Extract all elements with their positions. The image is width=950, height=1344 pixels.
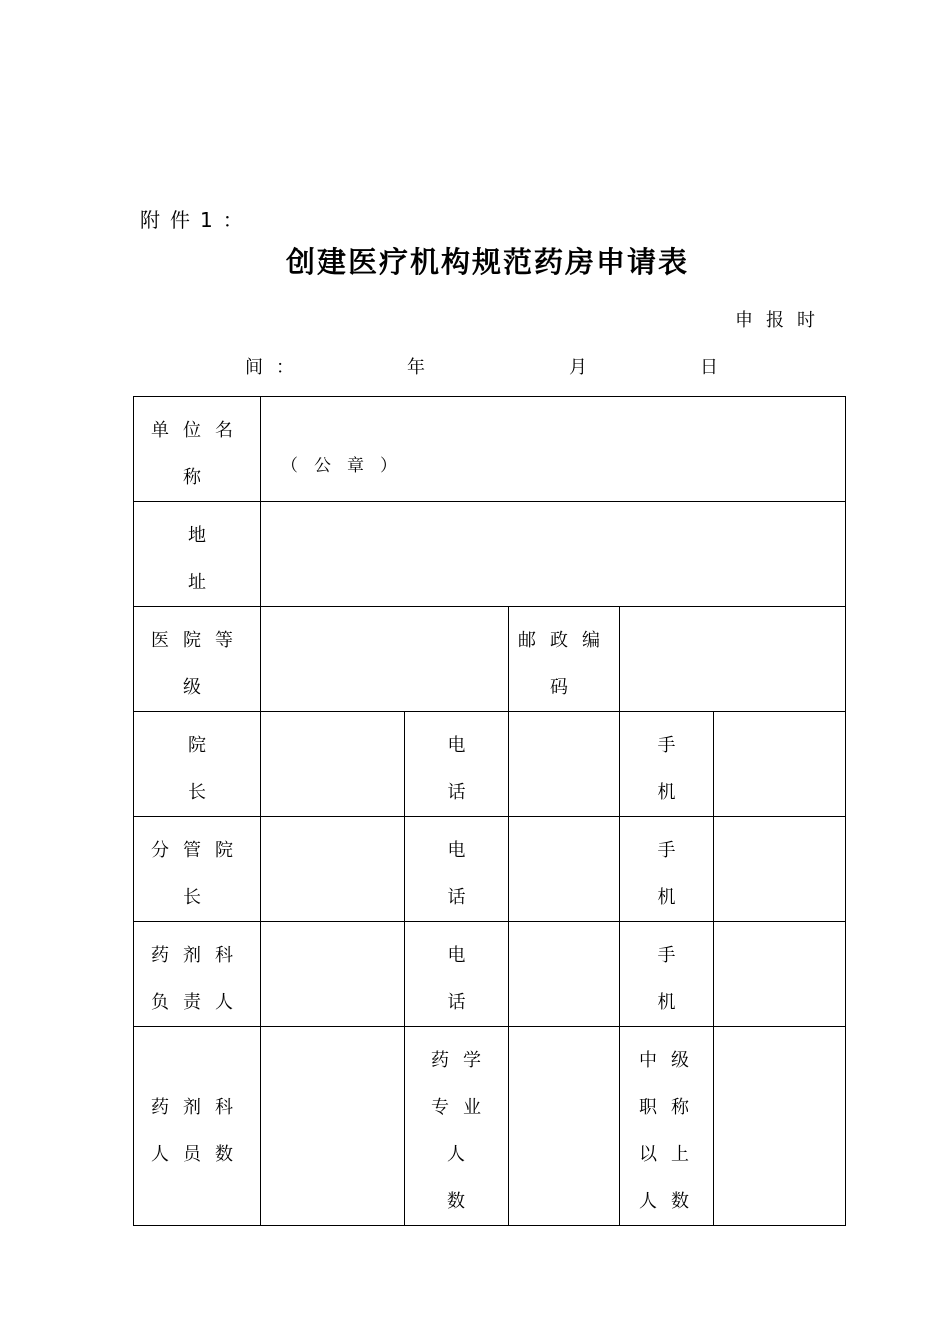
staff-count-label-cell (134, 1027, 261, 1226)
mobile-label-cont: 机 (657, 887, 676, 908)
vice-dean-name-field[interactable] (261, 817, 405, 922)
mid-title-label-4: 人数 (639, 1191, 703, 1212)
dean-phone-field[interactable] (509, 712, 620, 817)
dean-label-cell (134, 712, 261, 817)
pharmacy-head-phone-label-cell (405, 922, 509, 1027)
mobile-label-cont: 机 (657, 992, 676, 1013)
row-dean (134, 712, 846, 817)
address-label: 地 (188, 525, 206, 546)
vice-dean-label-cont: 长 (183, 887, 215, 908)
date-month-label: 月 (569, 357, 600, 378)
staff-count-field[interactable] (261, 1027, 405, 1226)
row-staff-count (134, 1027, 846, 1226)
seal-label: （公章） (281, 456, 413, 476)
staff-count-label: 药剂科 (151, 1097, 247, 1118)
vice-dean-phone-label-cell (405, 817, 509, 922)
mobile-label: 手 (657, 840, 676, 861)
row-pharmacy-head (134, 922, 846, 1027)
unit-name-field[interactable] (261, 397, 846, 502)
vice-dean-label-cell (134, 817, 261, 922)
declare-time-label-part2: 间： (245, 357, 307, 378)
pharmacy-head-label-cell (134, 922, 261, 1027)
mobile-label-cont: 机 (657, 782, 676, 803)
mobile-label: 手 (657, 945, 676, 966)
pharmacy-head-phone-field[interactable] (509, 922, 620, 1027)
dean-mobile-label-cell (620, 712, 714, 817)
hospital-level-field[interactable] (261, 607, 509, 712)
date-day-label: 日 (700, 357, 731, 378)
postcode-field[interactable] (620, 607, 846, 712)
pharma-major-count-field[interactable] (509, 1027, 620, 1226)
dean-label-cont: 长 (188, 782, 206, 803)
pharmacy-head-mobile-label-cell (620, 922, 714, 1027)
phone-label-cont: 话 (447, 782, 466, 803)
staff-count-label-cont: 人员数 (151, 1144, 247, 1165)
pharma-major-label-4: 数 (447, 1191, 479, 1212)
row-unit-name (134, 397, 846, 502)
hospital-level-label-cell (134, 607, 261, 712)
dean-name-field[interactable] (261, 712, 405, 817)
mid-title-label-cell (620, 1027, 714, 1226)
vice-dean-mobile-field[interactable] (714, 817, 846, 922)
vice-dean-mobile-label-cell (620, 817, 714, 922)
pharma-major-label: 药学 (431, 1050, 495, 1071)
date-year-label: 年 (407, 357, 438, 378)
phone-label: 电 (447, 840, 466, 861)
mid-title-label: 中级 (639, 1050, 703, 1071)
application-form-table (133, 396, 846, 1226)
vice-dean-phone-field[interactable] (509, 817, 620, 922)
postcode-label-cont: 码 (550, 677, 582, 698)
address-field[interactable] (261, 502, 846, 607)
phone-label: 电 (447, 735, 466, 756)
mid-title-count-field[interactable] (714, 1027, 846, 1226)
form-title: 创建医疗机构规范药房申请表 (285, 245, 689, 279)
pharma-major-label-cell (405, 1027, 509, 1226)
row-address (134, 502, 846, 607)
address-label-cell (134, 502, 261, 607)
declare-time-label-part1: 申报时 (735, 310, 828, 331)
dean-label: 院 (188, 735, 206, 756)
pharmacy-head-label-cont: 负责人 (151, 992, 247, 1013)
phone-label-cont: 话 (447, 887, 466, 908)
unit-name-label-cell (134, 397, 261, 502)
pharmacy-head-label: 药剂科 (151, 945, 247, 966)
dean-mobile-field[interactable] (714, 712, 846, 817)
mid-title-label-3: 以上 (639, 1144, 703, 1165)
mobile-label: 手 (657, 735, 676, 756)
row-vice-dean (134, 817, 846, 922)
mid-title-label-2: 职称 (639, 1097, 703, 1118)
phone-label-cont: 话 (447, 992, 466, 1013)
hospital-level-label: 医院等 (151, 630, 247, 651)
hospital-level-label-cont: 级 (183, 677, 215, 698)
phone-label: 电 (447, 945, 466, 966)
postcode-label-cell (509, 607, 620, 712)
pharmacy-head-name-field[interactable] (261, 922, 405, 1027)
address-label-cont: 址 (188, 572, 206, 593)
postcode-label: 邮政编 (518, 630, 614, 651)
row-hospital-level (134, 607, 846, 712)
attachment-label: 附件1： (140, 208, 253, 232)
dean-phone-label-cell (405, 712, 509, 817)
unit-name-label-cont: 称 (183, 467, 215, 488)
vice-dean-label: 分管院 (151, 840, 247, 861)
pharma-major-label-2: 专业 (431, 1097, 495, 1118)
unit-name-label: 单位名 (151, 420, 247, 441)
pharmacy-head-mobile-field[interactable] (714, 922, 846, 1027)
pharma-major-label-3: 人 (447, 1144, 479, 1165)
